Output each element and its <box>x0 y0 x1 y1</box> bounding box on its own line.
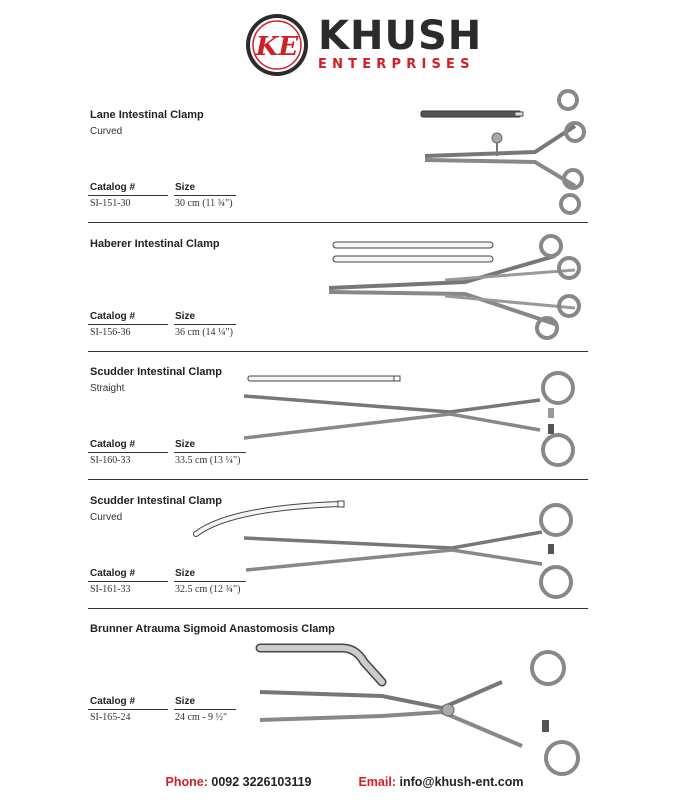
catalog-underline <box>88 452 168 453</box>
brand-name: KHUSH <box>318 13 483 59</box>
brand-subtitle: ENTERPRISES <box>318 57 475 72</box>
lane-clamp-image <box>415 86 595 218</box>
catalog-header: Catalog # <box>90 439 136 450</box>
size-value: 36 cm (14 ¼") <box>175 327 233 338</box>
catalog-number: SI-156-36 <box>90 327 131 338</box>
size-underline <box>174 324 236 325</box>
size-header: Size <box>175 311 196 322</box>
size-header: Size <box>175 182 196 193</box>
catalog-number: SI-160-33 <box>90 455 131 466</box>
product-subtitle: Straight <box>90 383 125 394</box>
product-title: Scudder Intestinal Clamp <box>90 366 223 378</box>
catalog-underline <box>88 581 168 582</box>
phone-label: Phone: <box>165 775 208 789</box>
size-header: Size <box>175 439 196 450</box>
scudder-curved-clamp-image <box>190 496 592 602</box>
catalog-underline <box>88 195 168 196</box>
size-underline <box>174 195 236 196</box>
phone-number[interactable]: 0092 3226103119 <box>211 775 312 789</box>
catalog-header: Catalog # <box>90 696 136 707</box>
email-label: Email: <box>358 775 396 789</box>
logo-letters: KE <box>255 32 299 62</box>
product-title: Brunner Atrauma Sigmoid Anastomosis Clamp <box>90 623 335 635</box>
catalog-header: Catalog # <box>90 568 136 579</box>
size-value: 24 cm - 9 ½" <box>175 712 228 723</box>
size-value: 32.5 cm (12 ¾") <box>175 584 241 595</box>
product-title: Scudder Intestinal Clamp <box>90 495 223 507</box>
product-title: Haberer Intestinal Clamp <box>90 238 220 250</box>
catalog-underline <box>88 324 168 325</box>
product-subtitle: Curved <box>90 126 123 137</box>
product-title: Lane Intestinal Clamp <box>90 109 204 121</box>
section-divider <box>88 351 588 352</box>
footer-contact <box>0 775 689 789</box>
size-header: Size <box>175 568 196 579</box>
catalog-underline <box>88 709 168 710</box>
catalog-number: SI-151-30 <box>90 198 131 209</box>
email-address[interactable]: info@khush-ent.com <box>399 775 524 789</box>
catalog-number: SI-161-33 <box>90 584 131 595</box>
section-divider <box>88 608 588 609</box>
size-header: Size <box>175 696 196 707</box>
product-subtitle: Curved <box>90 512 123 523</box>
brunner-clamp-image <box>252 636 592 786</box>
size-underline <box>174 709 236 710</box>
catalog-number: SI-165-24 <box>90 712 131 723</box>
size-value: 33.5 cm (13 ¼") <box>175 455 241 466</box>
haberer-clamp-image <box>325 232 595 344</box>
size-value: 30 cm (11 ¾") <box>175 198 233 209</box>
catalog-header: Catalog # <box>90 182 136 193</box>
size-underline <box>174 452 246 453</box>
section-divider <box>88 479 588 480</box>
catalog-header: Catalog # <box>90 311 136 322</box>
scudder-straight-clamp-image <box>240 366 592 472</box>
section-divider <box>88 222 588 223</box>
logo-icon <box>244 12 310 78</box>
